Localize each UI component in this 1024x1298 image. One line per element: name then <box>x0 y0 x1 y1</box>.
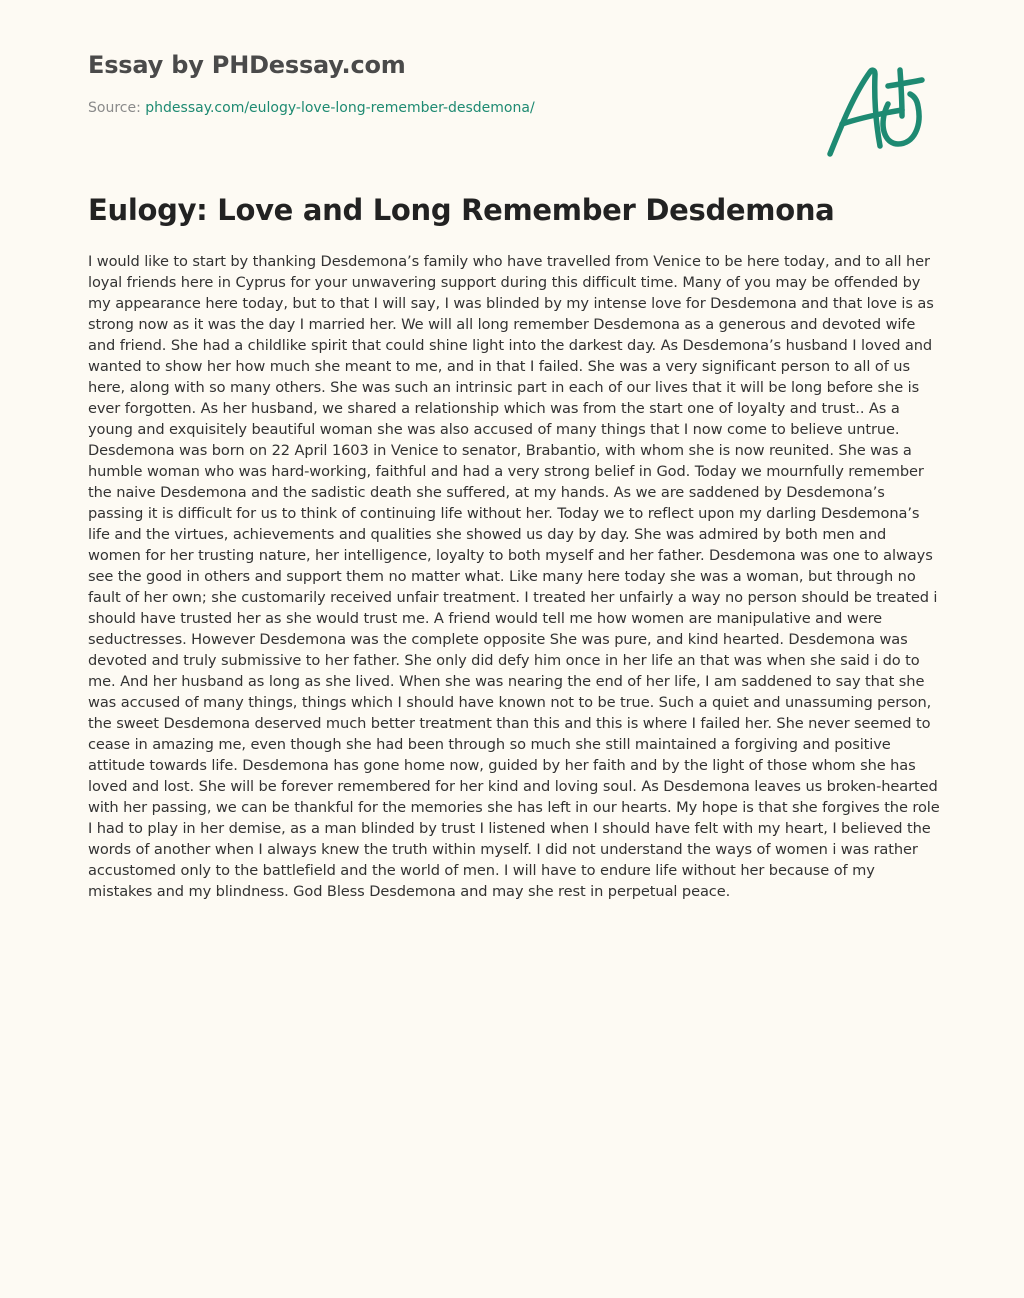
brand-title: Essay by PHDessay.com <box>88 51 406 79</box>
essay-title: Eulogy: Love and Long Remember Desdemona <box>88 193 835 227</box>
source-line <box>88 98 788 118</box>
source-label: Source: <box>88 100 146 116</box>
source-link[interactable]: phdessay.com/eulogy-love-long-remember-desdemona/ <box>145 100 535 116</box>
site-header <box>88 48 788 118</box>
a-plus-logo-icon <box>822 64 930 160</box>
essay-body: I would like to start by thanking Desdemona’s family who have travelled from Venice to be here today, and to all her loyal friends here in Cyprus for your unwavering support during this difficult time. Many of you may be offended by my appearance here today, but to that I will say, I was blinded by my intense love for Desdemona and that love is as strong now as it was the day I married her. We will all long remember Desdemona as a generous and devoted wife and friend. She had a childlike spirit that could shine light into the darkest day. As Desdemona’s husband I loved and wanted to show her how much she meant to me, and in that I failed. She was a very significant person to all of us here, along with so many others. She was such an intrinsic part in each of our lives that it will be long before she is ever forgotten. As her husband, we shared a relationship which was from the start one of loyalty and trust.. As a young and exquisitely beautiful woman she was also accused of many things that I now come to believe untrue. Desdemona was born on 22 April 1603 in Venice to senator, Brabantio, with whom she is now reunited. She was a humble woman who was hard-working, faithful and had a very strong belief in God. Today we mournfully remember the naive Desdemona and the sadistic death she suffered, at my hands. As we are saddened by Desdemona’s passing it is difficult for us to think of continuing life without her. Today we to reflect upon my darling Desdemona’s life and the virtues, achievements and qualities she showed us day by day. She was admired by both men and women for her trusting nature, her intelligence, loyalty to both myself and her father. Desdemona was one to always see the good in others and support them no matter what. Like many here today she was a woman, but through no fault of her own; she customarily received unfair treatment. I treated her unfairly a way no person should be treated i should have trusted her as she would trust me. A friend would tell me how women are manipulative and were seductresses. However Desdemona was the complete opposite She was pure, and kind hearted. Desdemona was devoted and truly submissive to her father. She only did defy him once in her life an that was when she said i do to me. And her husband as long as she lived. When she was nearing the end of her life, I am saddened to say that she was accused of many things, things which I should have known not to be true. Such a quiet and unassuming person, the sweet Desdemona deserved much better treatment than this and this is where I failed her. She never seemed to cease in amazing me, even though she had been through so much she still maintained a forgiving and positive attitude towards life. Desdemona has gone home now, guided by her faith and by the light of those whom she has loved and lost. She will be forever remembered for her kind and loving soul. As Desdemona leaves us broken-hearted with her passing, we can be thankful for the memories she has left in our hearts. My hope is that she forgives the role I had to play in her demise, as a man blinded by trust I listened when I should have felt with my heart, I believed the words of another when I always knew the truth within myself. I did not understand the ways of women i was rather accustomed only to the battlefield and the world of men. I will have to endure life without her because of my mistakes and my blindness. God Bless Desdemona and may she rest in perpetual peace. <box>88 253 940 900</box>
